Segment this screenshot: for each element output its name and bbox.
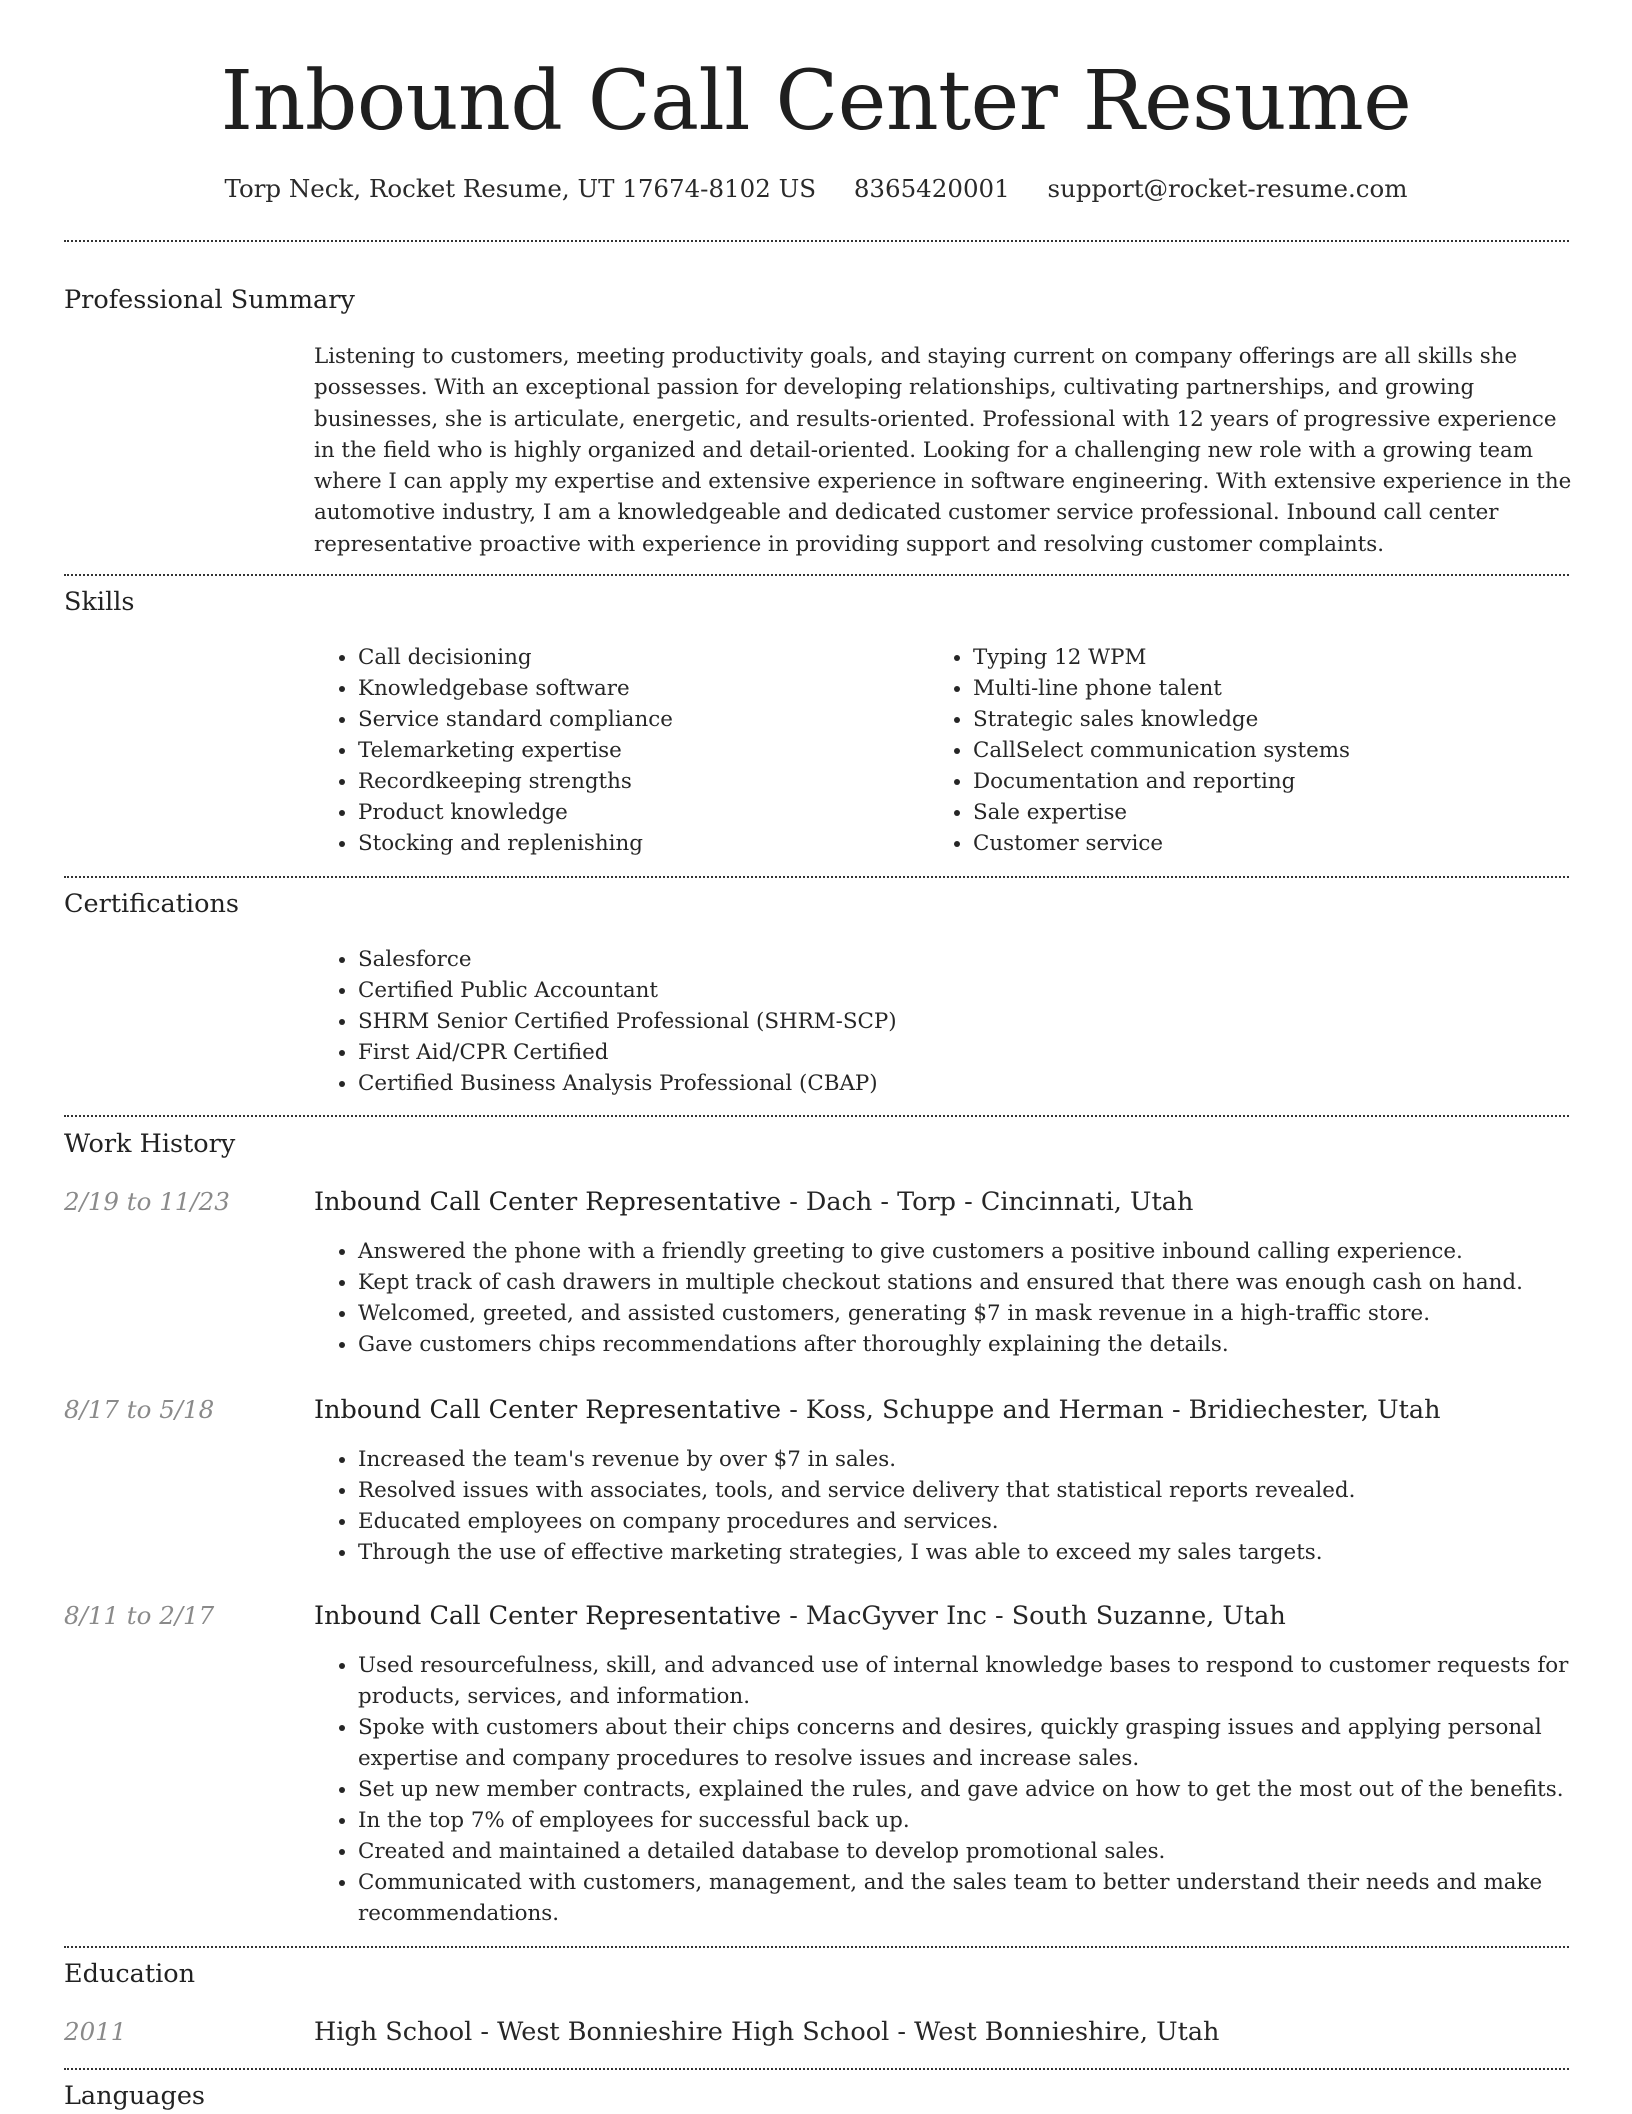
email: support@rocket-resume.com: [1047, 174, 1408, 203]
certification-item: • SHRM Senior Certified Professional (SHRM-SCP): [358, 1006, 1618, 1037]
job-role: Inbound Call Center Representative: [314, 1395, 782, 1425]
divider: [64, 876, 1569, 878]
job-bullets: [314, 1444, 1618, 1568]
section-title-languages: Languages: [64, 2081, 206, 2111]
job-title: [314, 1598, 1286, 1634]
job-dates: 8/11 to 2/17: [64, 1601, 215, 1630]
divider: [64, 2068, 1569, 2070]
job-employer: - Koss, Schuppe and Herman - Bridiechester, Utah: [781, 1395, 1441, 1425]
job-bullet: • Communicated with customers, management, and the sales team to better understand their needs and make recommendations.: [358, 1867, 1618, 1929]
address: Torp Neck, Rocket Resume, UT 17674-8102 US: [224, 174, 817, 203]
skill-item: • Multi-line phone talent: [973, 673, 1573, 704]
job-bullets: [314, 1650, 1618, 1929]
job-bullet: • Increased the team's revenue by over $7 in sales.: [358, 1444, 1618, 1475]
certification-item: • First Aid/CPR Certified: [358, 1037, 1618, 1068]
certification-item: • Salesforce: [358, 944, 1618, 975]
skill-item: • Recordkeeping strengths: [358, 766, 918, 797]
skill-item: • Documentation and reporting: [973, 766, 1573, 797]
job-bullet: • Welcomed, greeted, and assisted customers, generating $7 in mask revenue in a high-traffic store.: [358, 1298, 1618, 1329]
job-bullet: • Set up new member contracts, explained the rules, and gave advice on how to get the most out of the benefits.: [358, 1774, 1618, 1805]
job-bullet: • Educated employees on company procedures and services.: [358, 1506, 1618, 1537]
education-entry: High School - West Bonnieshire High School - West Bonnieshire, Utah: [314, 2017, 1220, 2047]
skill-item: • Customer service: [973, 828, 1573, 859]
section-title-education: Education: [64, 1959, 196, 1989]
skill-item: • Stocking and replenishing: [358, 828, 918, 859]
job-role: Inbound Call Center Representative: [314, 1601, 782, 1631]
job-bullet: • In the top 7% of employees for successful back up.: [358, 1805, 1618, 1836]
resume-title: Inbound Call Center Resume: [220, 54, 1412, 149]
contact-line: [0, 170, 1632, 208]
skill-item: • Typing 12 WPM: [973, 642, 1573, 673]
section-title-work: Work History: [64, 1129, 236, 1159]
job-bullet: • Created and maintained a detailed database to develop promotional sales.: [358, 1836, 1618, 1867]
section-title-skills: Skills: [64, 587, 135, 617]
job-dates: 2/19 to 11/23: [64, 1187, 230, 1216]
section-title-summary: Professional Summary: [64, 285, 355, 315]
job-bullet: • Spoke with customers about their chips concerns and desires, quickly grasping issues and applying personal expertise and company procedures to resolve issues and increase sales.: [358, 1712, 1618, 1774]
summary-text: Listening to customers, meeting productivity goals, and staying current on company offerings are all skills she possesses. With an exceptional passion for developing relationships, cultivating partnerships, and growing businesses, she is articulate, energetic, and results-oriented. Professional with 12 years of progressive experience in the field who is highly organized and detail-oriented. Looking for a challenging new role with a growing team where I can apply my expertise and extensive experience in software engineering. With extensive experience in the automotive industry, I am a knowledgeable and dedicated customer service professional. Inbound call center representative proactive with experience in providing support and resolving customer complaints.: [314, 344, 1572, 557]
job-employer: - Dach - Torp - Cincinnati, Utah: [781, 1187, 1194, 1217]
job-bullet: • Answered the phone with a friendly greeting to give customers a positive inbound calling experience.: [358, 1236, 1618, 1267]
skill-item: • Call decisioning: [358, 642, 918, 673]
skill-item: • Product knowledge: [358, 797, 918, 828]
skill-item: • Knowledgebase software: [358, 673, 918, 704]
divider: [64, 240, 1569, 242]
skill-item: • Strategic sales knowledge: [973, 704, 1573, 735]
skills-list-right: [929, 642, 1573, 859]
job-employer: - MacGyver Inc - South Suzanne, Utah: [781, 1601, 1286, 1631]
skill-item: • Sale expertise: [973, 797, 1573, 828]
divider: [64, 574, 1569, 576]
skill-item: • CallSelect communication systems: [973, 735, 1573, 766]
job-bullet: • Through the use of effective marketing strategies, I was able to exceed my sales targets.: [358, 1537, 1618, 1568]
divider: [64, 1946, 1569, 1948]
phone: 8365420001: [853, 174, 1010, 203]
job-bullets: [314, 1236, 1618, 1360]
job-bullet: • Gave customers chips recommendations after thoroughly explaining the details.: [358, 1329, 1618, 1360]
job-title: [314, 1184, 1193, 1220]
section-title-certifications: Certifications: [64, 889, 239, 919]
education-year: 2011: [64, 2017, 127, 2046]
certification-item: • Certified Business Analysis Professional (CBAP): [358, 1068, 1618, 1099]
divider: [64, 1115, 1569, 1117]
job-bullet: • Kept track of cash drawers in multiple checkout stations and ensured that there was enough cash on hand.: [358, 1267, 1618, 1298]
job-dates: 8/17 to 5/18: [64, 1395, 215, 1424]
job-bullet: • Resolved issues with associates, tools, and service delivery that statistical reports revealed.: [358, 1475, 1618, 1506]
certification-item: • Certified Public Accountant: [358, 975, 1618, 1006]
skill-item: • Telemarketing expertise: [358, 735, 918, 766]
job-bullet: • Used resourcefulness, skill, and advanced use of internal knowledge bases to respond to customer requests for products, services, and information.: [358, 1650, 1618, 1712]
skill-item: • Service standard compliance: [358, 704, 918, 735]
certifications-list: [314, 944, 1618, 1099]
job-role: Inbound Call Center Representative: [314, 1187, 782, 1217]
job-title: [314, 1392, 1441, 1428]
skills-list-left: [314, 642, 918, 859]
